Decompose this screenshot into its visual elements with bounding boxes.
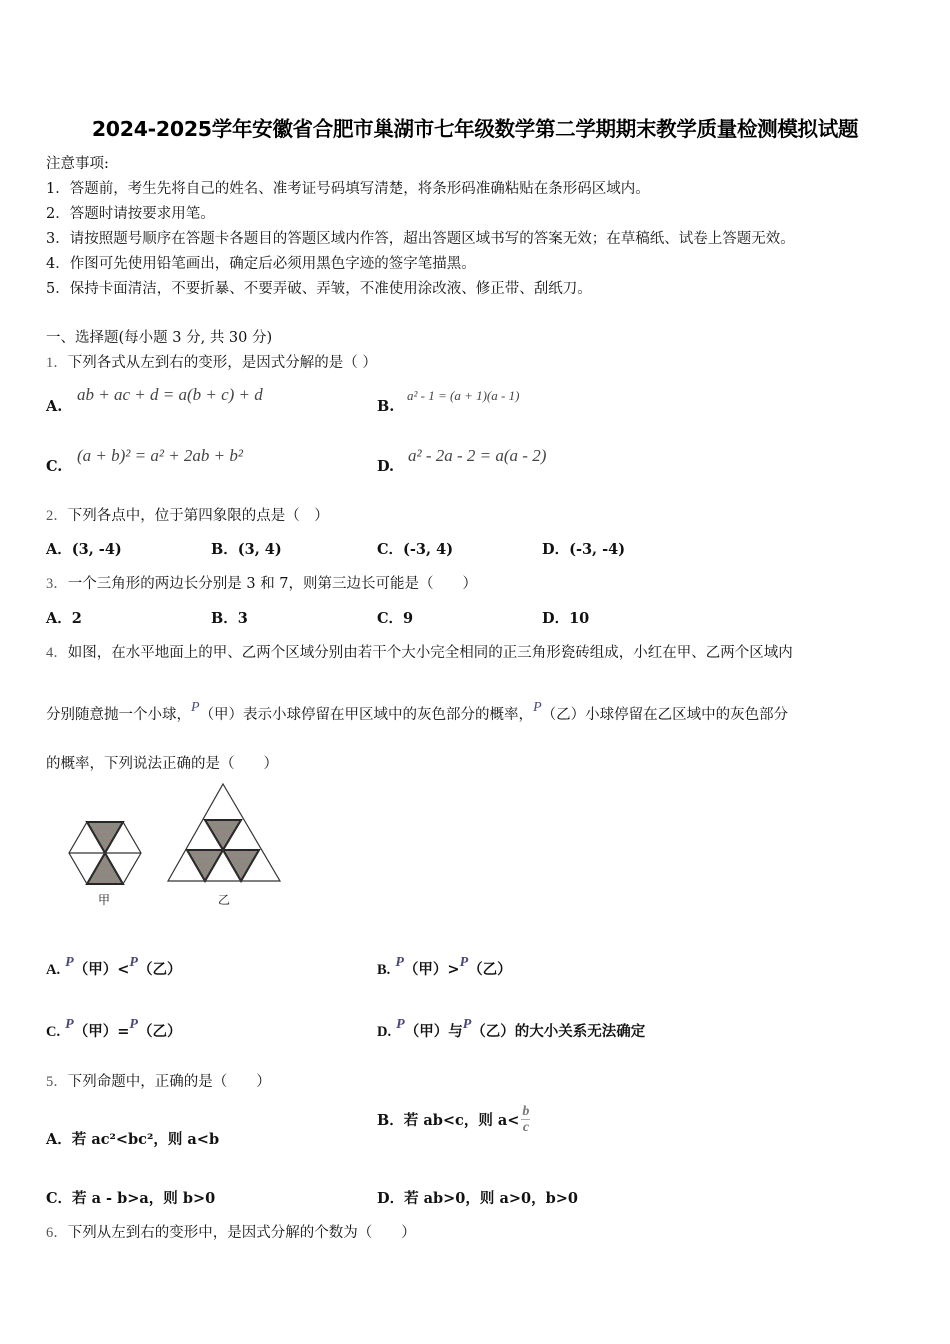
q4-option-c: C. P（甲）=P（乙） — [46, 1017, 182, 1040]
q4-option-b: B. P（甲）>P（乙） — [377, 955, 512, 978]
question-4-line-2: 分别随意抛一个小球，P（甲）表示小球停留在甲区域中的灰色部分的概率，P（乙）小球停留在乙区域中的灰色部分 — [46, 700, 789, 723]
question-number: 3． — [46, 576, 68, 592]
question-3 — [46, 572, 477, 593]
svg-text:甲: 甲 — [98, 893, 111, 907]
q5-option-d: D．若 ab>0，则 a>0，b>0 — [377, 1190, 578, 1207]
q1-option-b-math: a² - 1 = (a + 1)(a - 1) — [407, 388, 520, 403]
q3-option-b: B．3 — [211, 610, 248, 627]
q3-option-a: A．2 — [46, 610, 82, 627]
q2-option-a: A．(3, -4) — [46, 541, 122, 558]
question-1 — [46, 351, 377, 372]
q1-option-b-label: B. — [377, 398, 395, 415]
question-number: 6． — [46, 1225, 68, 1241]
triangle-tiles-diagram — [60, 778, 290, 908]
p-symbol: P — [533, 700, 542, 715]
q5-option-c: C．若 a - b>a，则 b>0 — [46, 1190, 216, 1207]
note-item-5: 5．保持卡面清洁，不要折暴、不要弄破、弄皱，不准使用涂改液、修正带、刮纸刀。 — [46, 281, 592, 297]
q3-option-c: C．9 — [377, 610, 414, 627]
q1-option-d-label: D. — [377, 458, 395, 475]
q4-option-a: A. P（甲）<P（乙） — [46, 955, 182, 978]
q1-option-c-math: (a + b)² = a² + 2ab + b² — [77, 446, 243, 465]
note-item-1: 1．答题前，考生先将自己的姓名、准考证号码填写清楚，将条形码准确粘贴在条形码区域内。 — [46, 181, 650, 197]
question-number: 4． — [46, 645, 68, 661]
fraction-b-over-c: $\frac{b}{c}$ — [522, 1104, 530, 1135]
q1-option-d-math: a² - 2a - 2 = a(a - 2) — [408, 446, 547, 465]
question-number: 1． — [46, 355, 68, 371]
note-item-2: 2．答题时请按要求用笔。 — [46, 206, 215, 222]
section-heading: 一、选择题(每小题 3 分, 共 30 分) — [46, 330, 273, 346]
q1-option-a-math: ab + ac + d = a(b + c) + d — [77, 385, 263, 404]
note-item-3: 3．请按照题号顺序在答题卡各题目的答题区域内作答，超出答题区域书写的答案无效；在草稿纸、试卷上答题无效。 — [46, 231, 795, 247]
svg-text:乙: 乙 — [218, 893, 231, 907]
question-number: 2． — [46, 508, 68, 524]
note-item-4: 4．作图可先使用铅笔画出，确定后必须用黑色字迹的签字笔描黑。 — [46, 256, 476, 272]
tile-figure — [60, 778, 290, 912]
q5-option-b: B．若 ab<c，则 a< $\frac{b}{c}$ — [377, 1104, 530, 1135]
q2-option-c: C．(-3, 4) — [377, 541, 454, 558]
question-text: 下列命题中，正确的是（ ） — [67, 1074, 271, 1090]
p-symbol: P — [191, 700, 200, 715]
question-2 — [46, 504, 329, 525]
question-text: 下列各式从左到右的变形，是因式分解的是（ ） — [67, 355, 377, 371]
q4-option-d: D. P（甲）与P（乙）的大小关系无法确定 — [377, 1017, 646, 1040]
question-text: 下列各点中，位于第四象限的点是（ ） — [67, 508, 329, 524]
region-jia — [69, 822, 141, 907]
q2-option-b: B．(3, 4) — [211, 541, 282, 558]
question-5 — [46, 1070, 271, 1091]
region-yi — [168, 784, 280, 907]
exam-title: 2024-2025学年安徽省合肥市巢湖市七年级数学第二学期期末教学质量检测模拟试题 — [91, 117, 859, 141]
q1-option-c-label: C. — [46, 458, 63, 475]
question-6 — [46, 1221, 416, 1242]
question-text: 下列从左到右的变形中，是因式分解的个数为（ ） — [67, 1225, 416, 1241]
question-4-line-3: 的概率，下列说法正确的是（ ） — [46, 756, 278, 772]
question-text: 一个三角形的两边长分别是 3 和 7，则第三边长可能是（ ） — [67, 576, 478, 592]
notes-heading: 注意事项: — [46, 156, 109, 172]
q3-option-d: D．10 — [542, 610, 590, 627]
q5-option-a: A．若 ac²<bc²，则 a<b — [46, 1131, 220, 1148]
question-number: 5． — [46, 1074, 68, 1090]
q2-option-d: D．(-3, -4) — [542, 541, 626, 558]
question-4-line-1: 4．如图，在水平地面上的甲、乙两个区域分别由若干个大小完全相同的正三角形瓷砖组成，小红在甲、乙两个区域内 — [46, 645, 793, 661]
q1-option-a-label: A. — [46, 398, 63, 415]
